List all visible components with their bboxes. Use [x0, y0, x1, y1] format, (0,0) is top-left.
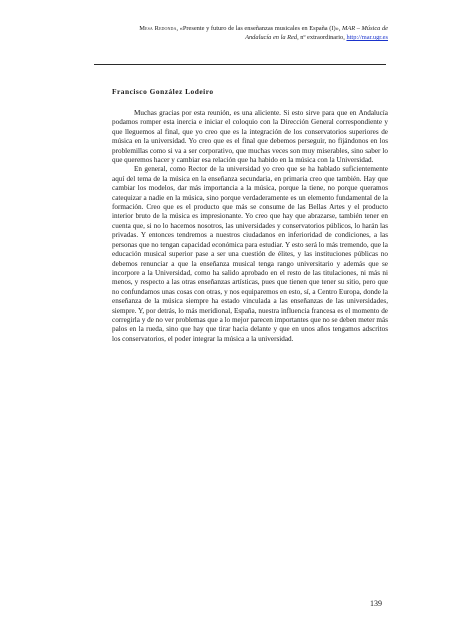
page-number: 139: [370, 599, 382, 608]
header-divider: [94, 64, 386, 65]
paragraph-1: Muchas gracias por esta reunión, es una aliciente. Si esto sirve para que en Andalucía podamos romper esta inercia e iniciar el coloquio con la Dirección General correspondiente y que lleguemos al final, que yo creo que es la integración de los conservatorios superiores de música en la universidad. Yo creo que es el final que debemos perseguir, no fijándonos en los problemillas como si va a ser corporativo, que muchas veces son muy miserables, sino saber lo que queremos hacer y cambiar esa relación que ha habido en la música con la Universidad.: [112, 109, 388, 165]
running-header: [112, 24, 388, 42]
speaker-name: Francisco González Lodeiro: [112, 87, 214, 96]
header-journal: MAR – Música de Andalucía en la Red: [245, 25, 388, 41]
paragraph-2: En general, como Rector de la universidad yo creo que se ha hablado suficientemente aquí del tema de la música en la enseñanza secundaria, en primaria creo que también. Hay que cambiar los modelos, dar más importancia a la música, porque la tiene, no porque queramos catequizar a nadie en la música, sino porque verdaderamente es un elemento fundamental de la formación. Creo que es el producto que más se consume de las Bellas Artes y el producto interior bruto de la música es impresionante. Yo creo que hay que abrazarse, también tener en cuenta que, si no lo hacemos nosotros, las universidades y conservatorios públicos, lo harán las privadas. Y entonces tendremos a nuestros ciudadanos en inferioridad de condiciones, a las personas que no tengan capacidad económica para estudiar. Y esto será lo más tremendo, que la educación musical superior pase a ser una cuestión de élites, y las instituciones públicas no debemos renunciar a que la enseñanza musical tenga rango universitario y además que se incorpore a la Universidad, como ha salido aprobado en el resto de las titulaciones, ni más ni menos, y respecto a las otras enseñanzas artísticas, pues que tienen que tener su sitio, pero que no confundamos unas cosas con otras, y nos equiparemos en esto, sí, a Centro Europa, donde la enseñanza de la música siempre ha estado vinculada a las enseñanzas de las universidades, siempre. Y, por detrás, lo más meridional, España, nuestra influencia francesa es el momento de corregirla y de no ver problemas que a lo mejor parecen importantes que no se deben meter más palos en la rueda, sino que hay que tirar hacia delante y que en unos años tengamos adscritos los conservatorios, el poder integrar la música a la universidad.: [112, 165, 389, 343]
header-title: , «Presente y futuro de las enseñanzas musicales en España (I)»,: [176, 25, 343, 32]
header-url-link[interactable]: http://mar.ugr.es: [346, 34, 388, 41]
header-issue: , nº extraordinario,: [297, 34, 347, 41]
body-text: [112, 109, 388, 344]
header-author: Mesa Redonda: [139, 25, 177, 32]
